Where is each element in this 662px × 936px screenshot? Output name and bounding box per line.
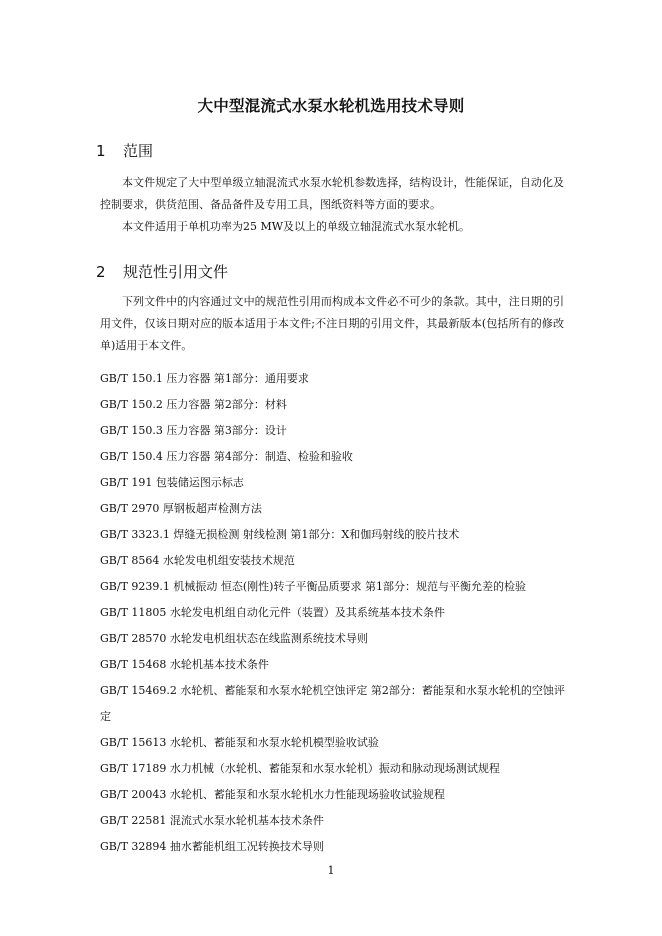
section-1-heading (96, 140, 153, 161)
page-number: 1 (327, 864, 335, 877)
section-2-title: 规范性引用文件 (123, 263, 229, 281)
section-2-number: 2 (96, 263, 106, 281)
document-title: 大中型混流式水泵水轮机选用技术导则 (197, 97, 465, 115)
reference-item: GB/T 150.4 压力容器 第4部分：制造、检验和验收 (100, 450, 353, 463)
reference-item: GB/T 15613 水轮机、蓄能泵和水泵水轮机模型验收试验 (100, 736, 379, 749)
section-1-paragraph-2: 本文件适用于单机功率为25 MW及以上的单级立轴混流式水泵水轮机。 (122, 220, 471, 233)
reference-item: GB/T 28570 水轮发电机组状态在线监测系统技术导则 (100, 632, 368, 645)
reference-item: GB/T 150.3 压力容器 第3部分：设计 (100, 424, 287, 437)
reference-item: GB/T 11805 水轮发电机组自动化元件（装置）及其系统基本技术条件 (100, 606, 445, 619)
section-1-number: 1 (96, 142, 106, 160)
section-2-intro: 下列文件中的内容通过文中的规范性引用而构成本文件必不可少的条款。其中，注日期的引用文件，仅该日期对应的版本适用于本文件;不注日期的引用文件，其最新版本(包括所有的修改单)适用于本文件。 (100, 295, 564, 352)
reference-item: GB/T 17189 水力机械（水轮机、蓄能泵和水泵水轮机）振动和脉动现场测试规程 (100, 762, 500, 775)
reference-item: GB/T 150.2 压力容器 第2部分：材料 (100, 398, 287, 411)
reference-item: GB/T 150.1 压力容器 第1部分：通用要求 (100, 372, 309, 385)
section-1-paragraph-1: 本文件规定了大中型单级立轴混流式水泵水轮机参数选择，结构设计，性能保证，自动化及控制要求，供货范围、备品备件及专用工具，图纸资料等方面的要求。 (100, 176, 564, 211)
reference-list (100, 366, 570, 860)
reference-item: GB/T 20043 水轮机、蓄能泵和水泵水轮机水力性能现场验收试验规程 (100, 788, 445, 801)
reference-item: GB/T 9239.1 机械振动 恒态(刚性)转子平衡品质要求 第1部分：规范与平衡允差的检验 (100, 580, 526, 593)
reference-item: GB/T 2970 厚钢板超声检测方法 (100, 502, 262, 515)
section-2-heading (96, 261, 228, 282)
reference-item: GB/T 22581 混流式水泵水轮机基本技术条件 (100, 814, 324, 827)
reference-item: GB/T 15468 水轮机基本技术条件 (100, 658, 269, 671)
reference-item: GB/T 3323.1 焊缝无损检测 射线检测 第1部分：X和伽玛射线的胶片技术 (100, 528, 460, 541)
reference-item: GB/T 32894 抽水蓄能机组工况转换技术导则 (100, 840, 324, 853)
section-1-title: 范围 (123, 142, 154, 160)
reference-item: GB/T 15469.2 水轮机、蓄能泵和水泵水轮机空蚀评定 第2部分：蓄能泵和水泵水轮机的空蚀评定 (100, 684, 565, 723)
reference-item: GB/T 8564 水轮发电机组安装技术规范 (100, 554, 295, 567)
reference-item: GB/T 191 包装储运图示标志 (100, 476, 244, 489)
